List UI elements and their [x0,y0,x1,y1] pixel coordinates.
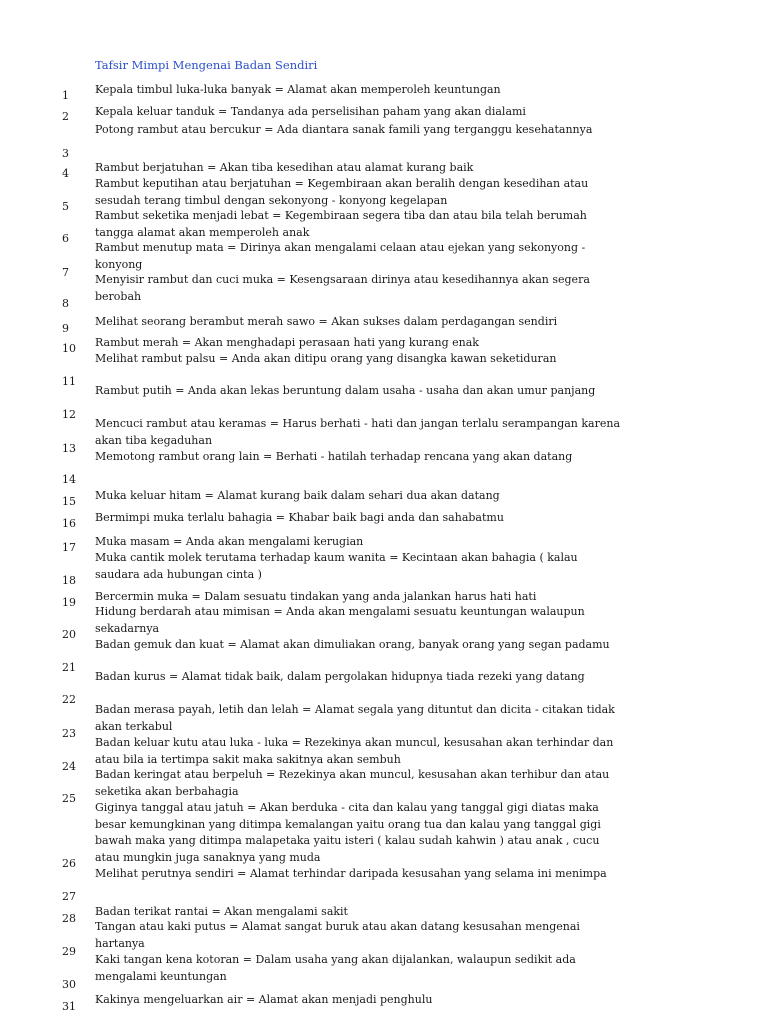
entry-number: 6 [62,232,69,245]
entry-number: 27 [62,890,76,903]
entry-number: 18 [62,574,76,587]
entry-number: 23 [62,727,76,740]
entry-text: Badan merasa payah, letih dan lelah = Alamat segala yang dituntut dan dicita - citakan tidak akan terkabul [95,703,615,733]
entry-number: 5 [62,200,69,213]
entry-text: Kepala timbul luka-luka banyak = Alamat akan memperoleh keuntungan [95,83,501,96]
entry-number: 16 [62,517,76,530]
entry-text: Badan terikat rantai = Akan mengalami sakit [95,905,348,918]
entry-number: 9 [62,322,69,335]
entry-text: Melihat seorang berambut merah sawo = Akan sukses dalam perdagangan sendiri [95,315,558,328]
entry-text: Rambut menutup mata = Dirinya akan mengalami celaan atau ejekan yang sekonyong - konyong [95,241,586,271]
entry-text: Kepala keluar tanduk = Tandanya ada perselisihan paham yang akan dialami [95,105,526,118]
entry-text: Melihat rambut palsu = Anda akan ditipu orang yang disangka kawan seketiduran [95,352,557,365]
entry-text: Kakinya mengeluarkan air = Alamat akan menjadi penghulu [95,993,433,1006]
entry-number: 21 [62,661,76,674]
entry-number: 31 [62,1000,76,1013]
entry-text: Melihat perutnya sendiri = Alamat terhindar daripada kesusahan yang selama ini menimpa [95,867,607,880]
entry-text: Bermimpi muka terlalu bahagia = Khabar baik bagi anda dan sahabatmu [95,511,504,524]
entry-number: 13 [62,442,76,455]
entry-number: 24 [62,760,76,773]
entry-text: Rambut merah = Akan menghadapi perasaan hati yang kurang enak [95,336,479,349]
entry-text: Mencuci rambut atau keramas = Harus berhati - hati dan jangan terlalu serampangan karena akan tiba kegaduhan [95,417,621,447]
entry-text: Muka masam = Anda akan mengalami kerugian [95,535,364,548]
page-title: Tafsir Mimpi Mengenai Badan Sendiri [95,58,318,72]
entry-number: 22 [62,693,76,706]
entry-number: 3 [62,147,69,160]
entry-text: Badan keringat atau berpeluh = Rezekinya akan muncul, kesusahan akan terhibur dan atau seketika akan berbahagia [95,768,610,798]
entry-number: 15 [62,495,76,508]
entry-text: Bercermin muka = Dalam sesuatu tindakan yang anda jalankan harus hati hati [95,590,537,603]
entry-text: Rambut berjatuhan = Akan tiba kesedihan atau alamat kurang baik [95,161,474,174]
entry-text: Kaki tangan kena kotoran = Dalam usaha yang akan dijalankan, walaupun sedikit ada mengalami keuntungan [95,953,576,983]
entry-number: 20 [62,628,76,641]
entry-number: 8 [62,297,69,310]
entry-text: Giginya tanggal atau jatuh = Akan berduka - cita dan kalau yang tanggal gigi diatas maka besar kemungkinan yang ditimpa kemalangan yaitu orang tua dan kalau yang tanggal gigi bawah maka yang ditimpa malapetaka yaitu isteri ( kalau sudah kahwin ) atau anak , cucu atau mungkin juga sanaknya yang muda [95,801,601,864]
entry-text: Rambut keputihan atau berjatuhan = Kegembiraan akan beralih dengan kesedihan atau sesudah terang timbul dengan sekonyong - konyong kegelapan [95,177,589,207]
entry-number: 14 [62,473,76,486]
entry-number: 1 [62,89,69,102]
entry-number: 17 [62,541,76,554]
entry-text: Hidung berdarah atau mimisan = Anda akan mengalami sesuatu keuntungan walaupun sekadarnya [95,605,585,635]
entry-number: 7 [62,266,69,279]
entry-text: Rambut seketika menjadi lebat = Kegembiraan segera tiba dan atau bila telah berumah tangga alamat akan memperoleh anak [95,209,587,239]
entry-text: Rambut putih = Anda akan lekas beruntung dalam usaha - usaha dan akan umur panjang [95,384,596,397]
entry-number: 2 [62,110,69,123]
entry-number: 12 [62,408,76,421]
entry-number: 4 [62,167,69,180]
entry-text: Potong rambut atau bercukur = Ada diantara sanak famili yang terganggu kesehatannya [95,123,593,136]
entry-number: 29 [62,945,76,958]
entry-text: Badan gemuk dan kuat = Alamat akan dimuliakan orang, banyak orang yang segan padamu [95,638,610,651]
entry-number: 28 [62,912,76,925]
entry-text: Menyisir rambut dan cuci muka = Kesengsaraan dirinya atau kesedihannya akan segera berobah [95,273,590,303]
entry-text: Muka keluar hitam = Alamat kurang baik dalam sehari dua akan datang [95,489,500,502]
entry-number: 11 [62,375,76,388]
entry-number: 10 [62,342,76,355]
entry-text: Muka cantik molek terutama terhadap kaum wanita = Kecintaan akan bahagia ( kalau saudara ada hubungan cinta ) [95,551,578,581]
entry-text: Memotong rambut orang lain = Berhati - hatilah terhadap rencana yang akan datang [95,450,573,463]
entry-number: 26 [62,857,76,870]
entry-text: Badan keluar kutu atau luka - luka = Rezekinya akan muncul, kesusahan akan terhindar dan atau bila ia tertimpa sakit maka sakitnya akan sembuh [95,736,614,766]
entry-number: 19 [62,596,76,609]
entry-text: Badan kurus = Alamat tidak baik, dalam pergolakan hidupnya tiada rezeki yang datang [95,670,585,683]
entry-number: 30 [62,978,76,991]
entry-text: Tangan atau kaki putus = Alamat sangat buruk atau akan datang kesusahan mengenai hartanya [95,920,580,950]
entry-number: 25 [62,792,76,805]
